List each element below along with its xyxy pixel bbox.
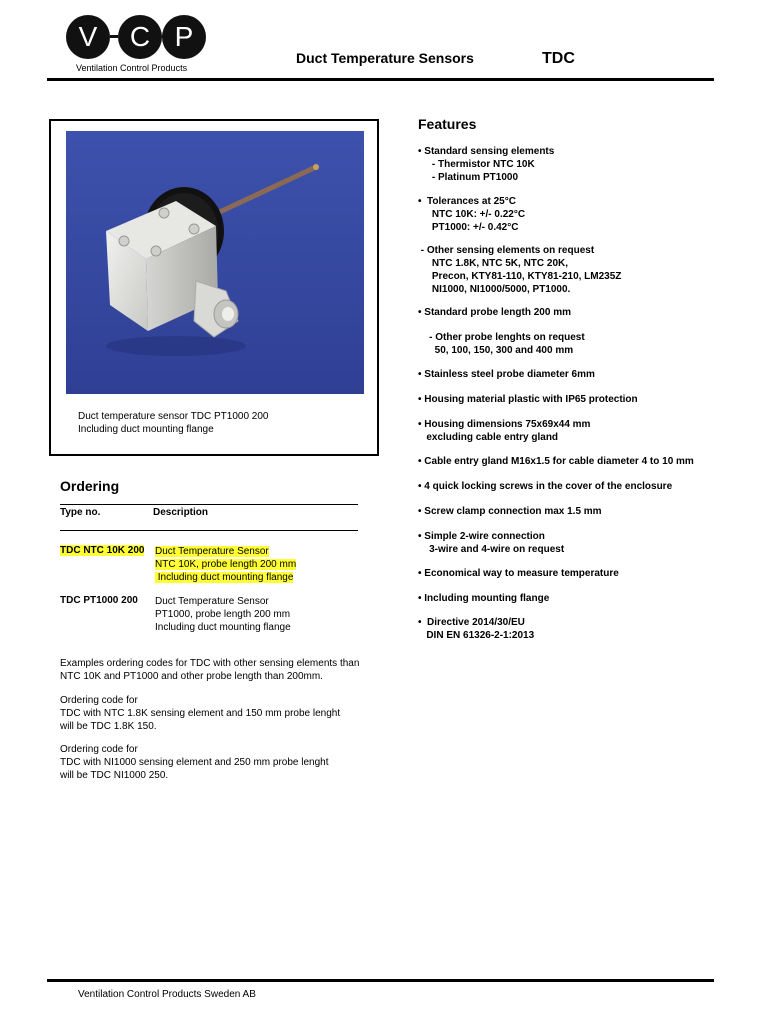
text-line: 3-wire and 4-wire on request [418,544,565,555]
text-line: Examples ordering codes for TDC with other sensing elements than [60,658,360,669]
feature-item [418,567,619,580]
highlighted-type: TDC NTC 10K 200 [60,545,145,556]
order-row-description [155,545,296,584]
feature-item [418,418,590,444]
caption-line: Duct temperature sensor TDC PT1000 200 [78,411,269,422]
product-code: TDC [542,50,575,67]
examples-paragraph [60,657,359,683]
text-line: NI1000, NI1000/5000, PT1000. [418,284,571,295]
page-title: Duct Temperature Sensors [296,50,474,66]
caption-line: Including duct mounting flange [78,424,214,435]
feature-item [418,195,525,234]
feature-item [418,455,694,468]
logo-letter-c: C [118,15,162,59]
text-line: • Cable entry gland M16x1.5 for cable diameter 4 to 10 mm [418,456,694,467]
text-line: • Housing dimensions 75x69x44 mm [418,419,591,430]
feature-item [418,368,595,381]
desc-line: Including duct mounting flange [155,572,294,583]
footer-divider [47,979,714,982]
footer-company: Ventilation Control Products Sweden AB [78,989,256,1000]
sensor-illustration [66,131,364,394]
desc-line: PT1000, probe length 200 mm [155,609,291,620]
text-line: • Housing material plastic with IP65 protection [418,394,638,405]
feature-item [418,480,672,493]
desc-line: Duct Temperature Sensor [155,546,269,557]
table-top-rule [60,504,358,505]
product-photo [66,131,364,394]
feature-item [418,306,571,319]
logo-letter-v: V [66,15,110,59]
logo-subtitle: Ventilation Control Products [76,63,188,73]
feature-item [418,331,585,357]
text-line: • Economical way to measure temperature [418,568,619,579]
text-line: TDC with NI1000 sensing element and 250 mm probe lenght [60,757,329,768]
text-line: NTC 10K and PT1000 and other probe length than 200mm. [60,671,323,682]
feature-item [418,616,534,642]
text-line: - Other sensing elements on request [418,245,595,256]
product-photo-frame [49,119,379,456]
column-header-description: Description [153,507,209,518]
example-ni-paragraph [60,743,328,782]
text-line: will be TDC NI1000 250. [60,770,169,781]
text-line: • Simple 2-wire connection [418,531,545,542]
feature-item [418,244,621,296]
order-row-type: TDC PT1000 200 [60,595,138,606]
text-line: DIN EN 61326-2-1:2013 [418,630,535,641]
column-header-type: Type no. [60,507,101,518]
feature-item [418,393,638,406]
logo-dash [110,35,118,38]
text-line: • 4 quick locking screws in the cover of the enclosure [418,481,673,492]
desc-line: NTC 10K, probe length 200 mm [155,559,297,570]
text-line: PT1000: +/- 0.42°C [418,222,519,233]
text-line: excluding cable entry gland [418,432,559,443]
feature-item [418,145,554,184]
feature-item [418,592,549,605]
feature-item [418,530,564,556]
text-line: will be TDC 1.8K 150. [60,721,157,732]
text-line: Ordering code for [60,744,138,755]
order-row-description [155,595,291,634]
text-line: NTC 1.8K, NTC 5K, NTC 20K, [418,258,569,269]
text-line: • Directive 2014/30/EU [418,617,525,628]
text-line: • Tolerances at 25°C [418,196,516,207]
text-line: 50, 100, 150, 300 and 400 mm [418,345,574,356]
text-line: • Screw clamp connection max 1.5 mm [418,506,602,517]
text-line: Ordering code for [60,695,138,706]
text-line: - Other probe lenghts on request [418,332,585,343]
text-line: - Thermistor NTC 10K [418,159,535,170]
text-line: Precon, KTY81-110, KTY81-210, LM235Z [418,271,622,282]
example-ntc-paragraph [60,694,340,733]
text-line: • Including mounting flange [418,593,550,604]
text-line: NTC 10K: +/- 0.22°C [418,209,526,220]
photo-caption [78,410,268,436]
text-line: TDC with NTC 1.8K sensing element and 150 mm probe lenght [60,708,341,719]
text-line: • Stainless steel probe diameter 6mm [418,369,595,380]
desc-line: Duct Temperature Sensor [155,596,269,607]
text-line: • Standard probe length 200 mm [418,307,571,318]
text-line: • Standard sensing elements [418,146,555,157]
logo-letter-p: P [162,15,206,59]
text-line: - Platinum PT1000 [418,172,519,183]
header-divider [47,78,714,81]
order-row-type [60,545,144,556]
table-header-rule [60,530,358,531]
desc-line: Including duct mounting flange [155,622,291,633]
feature-item [418,505,602,518]
vcp-logo [66,15,206,77]
features-heading: Features [418,116,477,132]
ordering-heading: Ordering [60,478,120,494]
